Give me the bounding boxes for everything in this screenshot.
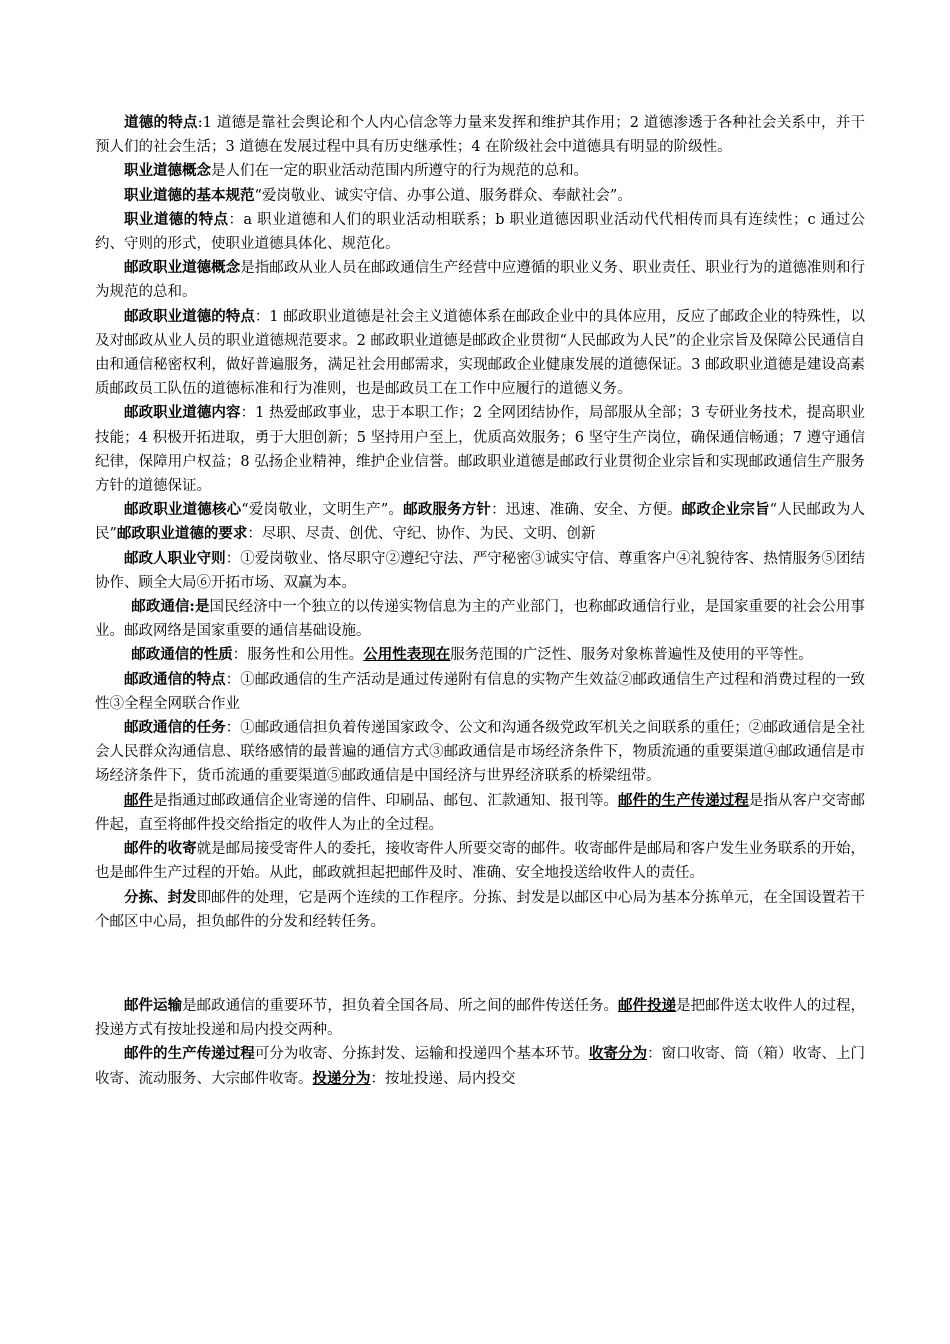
paragraph (95, 994, 865, 1042)
term-heading: 职业道德概念 (124, 162, 211, 180)
body-text: ：①邮政通信的生产活动是通过传递附有信息的实物产生效益②邮政通信生产过程和消费过程的一致性③全程全网联合作业 (95, 671, 866, 712)
body-text: ：窗口收寄、筒（箱）收寄、上门收寄、流动服务、大宗邮件收寄。 (95, 1046, 866, 1087)
paragraph (95, 668, 865, 716)
paragraph-gap (95, 934, 865, 994)
term-heading: 邮政服务方针 (403, 501, 492, 519)
body-text: ：尽职、尽责、创优、守纪、协作、为民、文明、创新 (247, 526, 596, 543)
term-heading: 邮政职业道德的特点 (124, 307, 255, 325)
body-text: ：1 热爱邮政事业，忠于本职工作；2 全网团结协作，局部服从全部；3 专研业务技术，提高职业技能；4 积极开拓进取，勇于大胆创新；5 坚持用户至上，优质高效服务；6 坚守生产岗位，确保通信畅通；7 遵守通信纪律，保障用户权益；8 弘扬企业精神，维护企业信誉。邮政职业道德是邮政行业贯彻企业宗旨和实现邮政通信生产服务方针的道德保证。 (95, 405, 866, 495)
body-text: :1 道德是靠社会舆论和个人内心信念等力量来发挥和维护其作用；2 道德渗透于各种社会关系中，并干预人们的社会生活；3 道德在发展过程中具有历史继承性；4 在阶级社会中道德具有明显的阶级性。 (95, 115, 865, 156)
term-heading: 邮政职业道德概念 (124, 259, 241, 277)
term-heading: 职业道德的特点 (124, 210, 229, 228)
paragraph (95, 595, 865, 643)
body-text: 就是邮局接受寄件人的委托，接收寄件人所要交寄的邮件。收寄邮件是邮局和客户发生业务联系的开始，也是邮件生产过程的开始。从此，邮政就担起把邮件及时、准确、安全地投送给收件人的责任。 (95, 841, 866, 882)
paragraph (95, 498, 865, 546)
body-text: ：按址投递、局内投交 (370, 1070, 516, 1087)
term-heading: 邮件的生产传递过程 (618, 791, 749, 809)
term-heading: 分拣、封发 (124, 888, 197, 906)
body-text: “人民邮政为人民” (95, 502, 866, 543)
body-text: 是指从客户交寄邮件起，直至将邮件投交给指定的收件人为止的全过程。 (95, 792, 866, 833)
body-text: ：a 职业道德和人们的职业活动相联系；b 职业道德因职业活动代代相传而具有连续性；c 通过公约、守则的形式，使职业道德具体化、规范化。 (95, 211, 866, 253)
body-text: “爱岗敬业、诚实守信、办事公道、服务群众、奉献社会”。 (254, 187, 632, 204)
paragraph (95, 159, 865, 183)
paragraph (95, 111, 865, 159)
term-heading: 邮件运输 (124, 996, 183, 1014)
body-text: 是邮政通信的重要环节，担负着全国各局、所之间的邮件传送任务。 (182, 997, 619, 1014)
paragraph (95, 256, 865, 304)
term-heading: 邮政职业道德核心 (124, 501, 242, 519)
term-heading: 邮政通信:是 (131, 598, 210, 616)
paragraph (95, 1042, 865, 1090)
term-heading: 邮政通信的性质 (131, 646, 233, 664)
body-text: ：服务性和公用性。 (232, 647, 364, 664)
term-heading: 邮件的生产传递过程 (124, 1045, 255, 1063)
paragraph (95, 208, 865, 256)
term-heading: 邮政通信的特点 (124, 670, 226, 688)
paragraph (95, 305, 865, 402)
paragraph (95, 643, 865, 667)
term-heading: 邮政职业道德的要求 (116, 525, 248, 543)
paragraph (95, 401, 865, 498)
term-heading: 收寄分为 (588, 1045, 648, 1063)
body-text: 可分为收寄、分拣封发、运输和投递四个基本环节。 (254, 1046, 589, 1063)
paragraph (95, 716, 865, 789)
body-text: “爱岗敬业，文明生产”。 (241, 502, 404, 519)
body-text: ：1 邮政职业道德是社会主义道德体系在邮政企业中的具体应用，反应了邮政企业的特殊性，以及对邮政从业人员的职业道德规范要求。2 邮政职业道德是邮政企业贯彻“人民邮政为人民”的企业宗旨及保障公民通信自由和通信秘密权利，做好普遍服务，满足社会用邮需求，实现邮政企业健康发展的道德保证。3 邮政职业道德是建设高素质邮政员工队伍的道德标准和行为准则，也是邮政员工在工作中应履行的道德义务。 (95, 308, 865, 398)
paragraph (95, 789, 865, 837)
term-heading: 邮政职业道德内容 (124, 404, 241, 422)
paragraph (95, 184, 865, 208)
body-text: 即邮件的处理，它是两个连续的工作程序。分拣、封发是以邮区中心局为基本分拣单元，在全国设置若干个邮区中心局，担负邮件的分发和经转任务。 (95, 889, 866, 930)
body-text: 是人们在一定的职业活动范围内所遵守的行为规范的总和。 (211, 163, 588, 180)
paragraph (95, 886, 865, 934)
document-body (95, 111, 865, 1091)
term-heading: 道德的特点 (124, 114, 198, 131)
term-heading: 邮政人职业守则 (124, 549, 226, 567)
paragraph (95, 837, 865, 885)
term-heading: 邮政企业宗旨 (681, 501, 770, 519)
body-text: 是把邮件送太收件人的过程，投递方式有按址投递和局内投交两种。 (95, 997, 866, 1039)
body-text: 是指邮政从业人员在邮政通信生产经营中应遵循的职业义务、职业责任、职业行为的道德准则和行为规范的总和。 (95, 260, 866, 301)
term-heading: 邮件的收寄 (124, 840, 197, 858)
paragraph (95, 547, 865, 595)
body-text: 是指通过邮政通信企业寄递的信件、印刷品、邮包、汇款通知、报刊等。 (153, 792, 619, 809)
term-heading: 邮件 (124, 791, 154, 809)
body-text: ：迅速、准确、安全、方便。 (491, 502, 682, 519)
term-heading: 邮件投递 (618, 996, 677, 1014)
term-heading: 邮政通信的任务 (124, 719, 226, 737)
body-text: ：①邮政通信担负着传递国家政令、公文和沟通各级党政军机关之间联系的重任；②邮政通信是全社会人民群众沟通信息、联络感情的最普遍的通信方式③邮政通信是市场经济条件下，物质流通的重要渠道④邮政通信是市场经济条件下，货币流通的重要渠道⑤邮政通信是中国经济与世界经济联系的桥梁纽带。 (95, 720, 866, 785)
body-text: 国民经济中一个独立的以传递实物信息为主的产业部门，也称邮政通信行业，是国家重要的社会公用事业。邮政网络是国家重要的通信基础设施。 (95, 599, 865, 640)
body-text: ：①爱岗敬业、恪尽职守②遵纪守法、严守秘密③诚实守信、尊重客户④礼貌待客、热情服务⑤团结协作、顾全大局⑥开拓市场、双赢为本。 (95, 550, 866, 591)
body-text: 服务范围的广泛性、服务对象栋普遍性及使用的平等性。 (450, 647, 813, 664)
term-heading: 职业道德的基本规范 (124, 186, 255, 204)
term-heading: 公用性表现在 (363, 646, 451, 664)
term-heading: 投递分为 (312, 1069, 371, 1087)
